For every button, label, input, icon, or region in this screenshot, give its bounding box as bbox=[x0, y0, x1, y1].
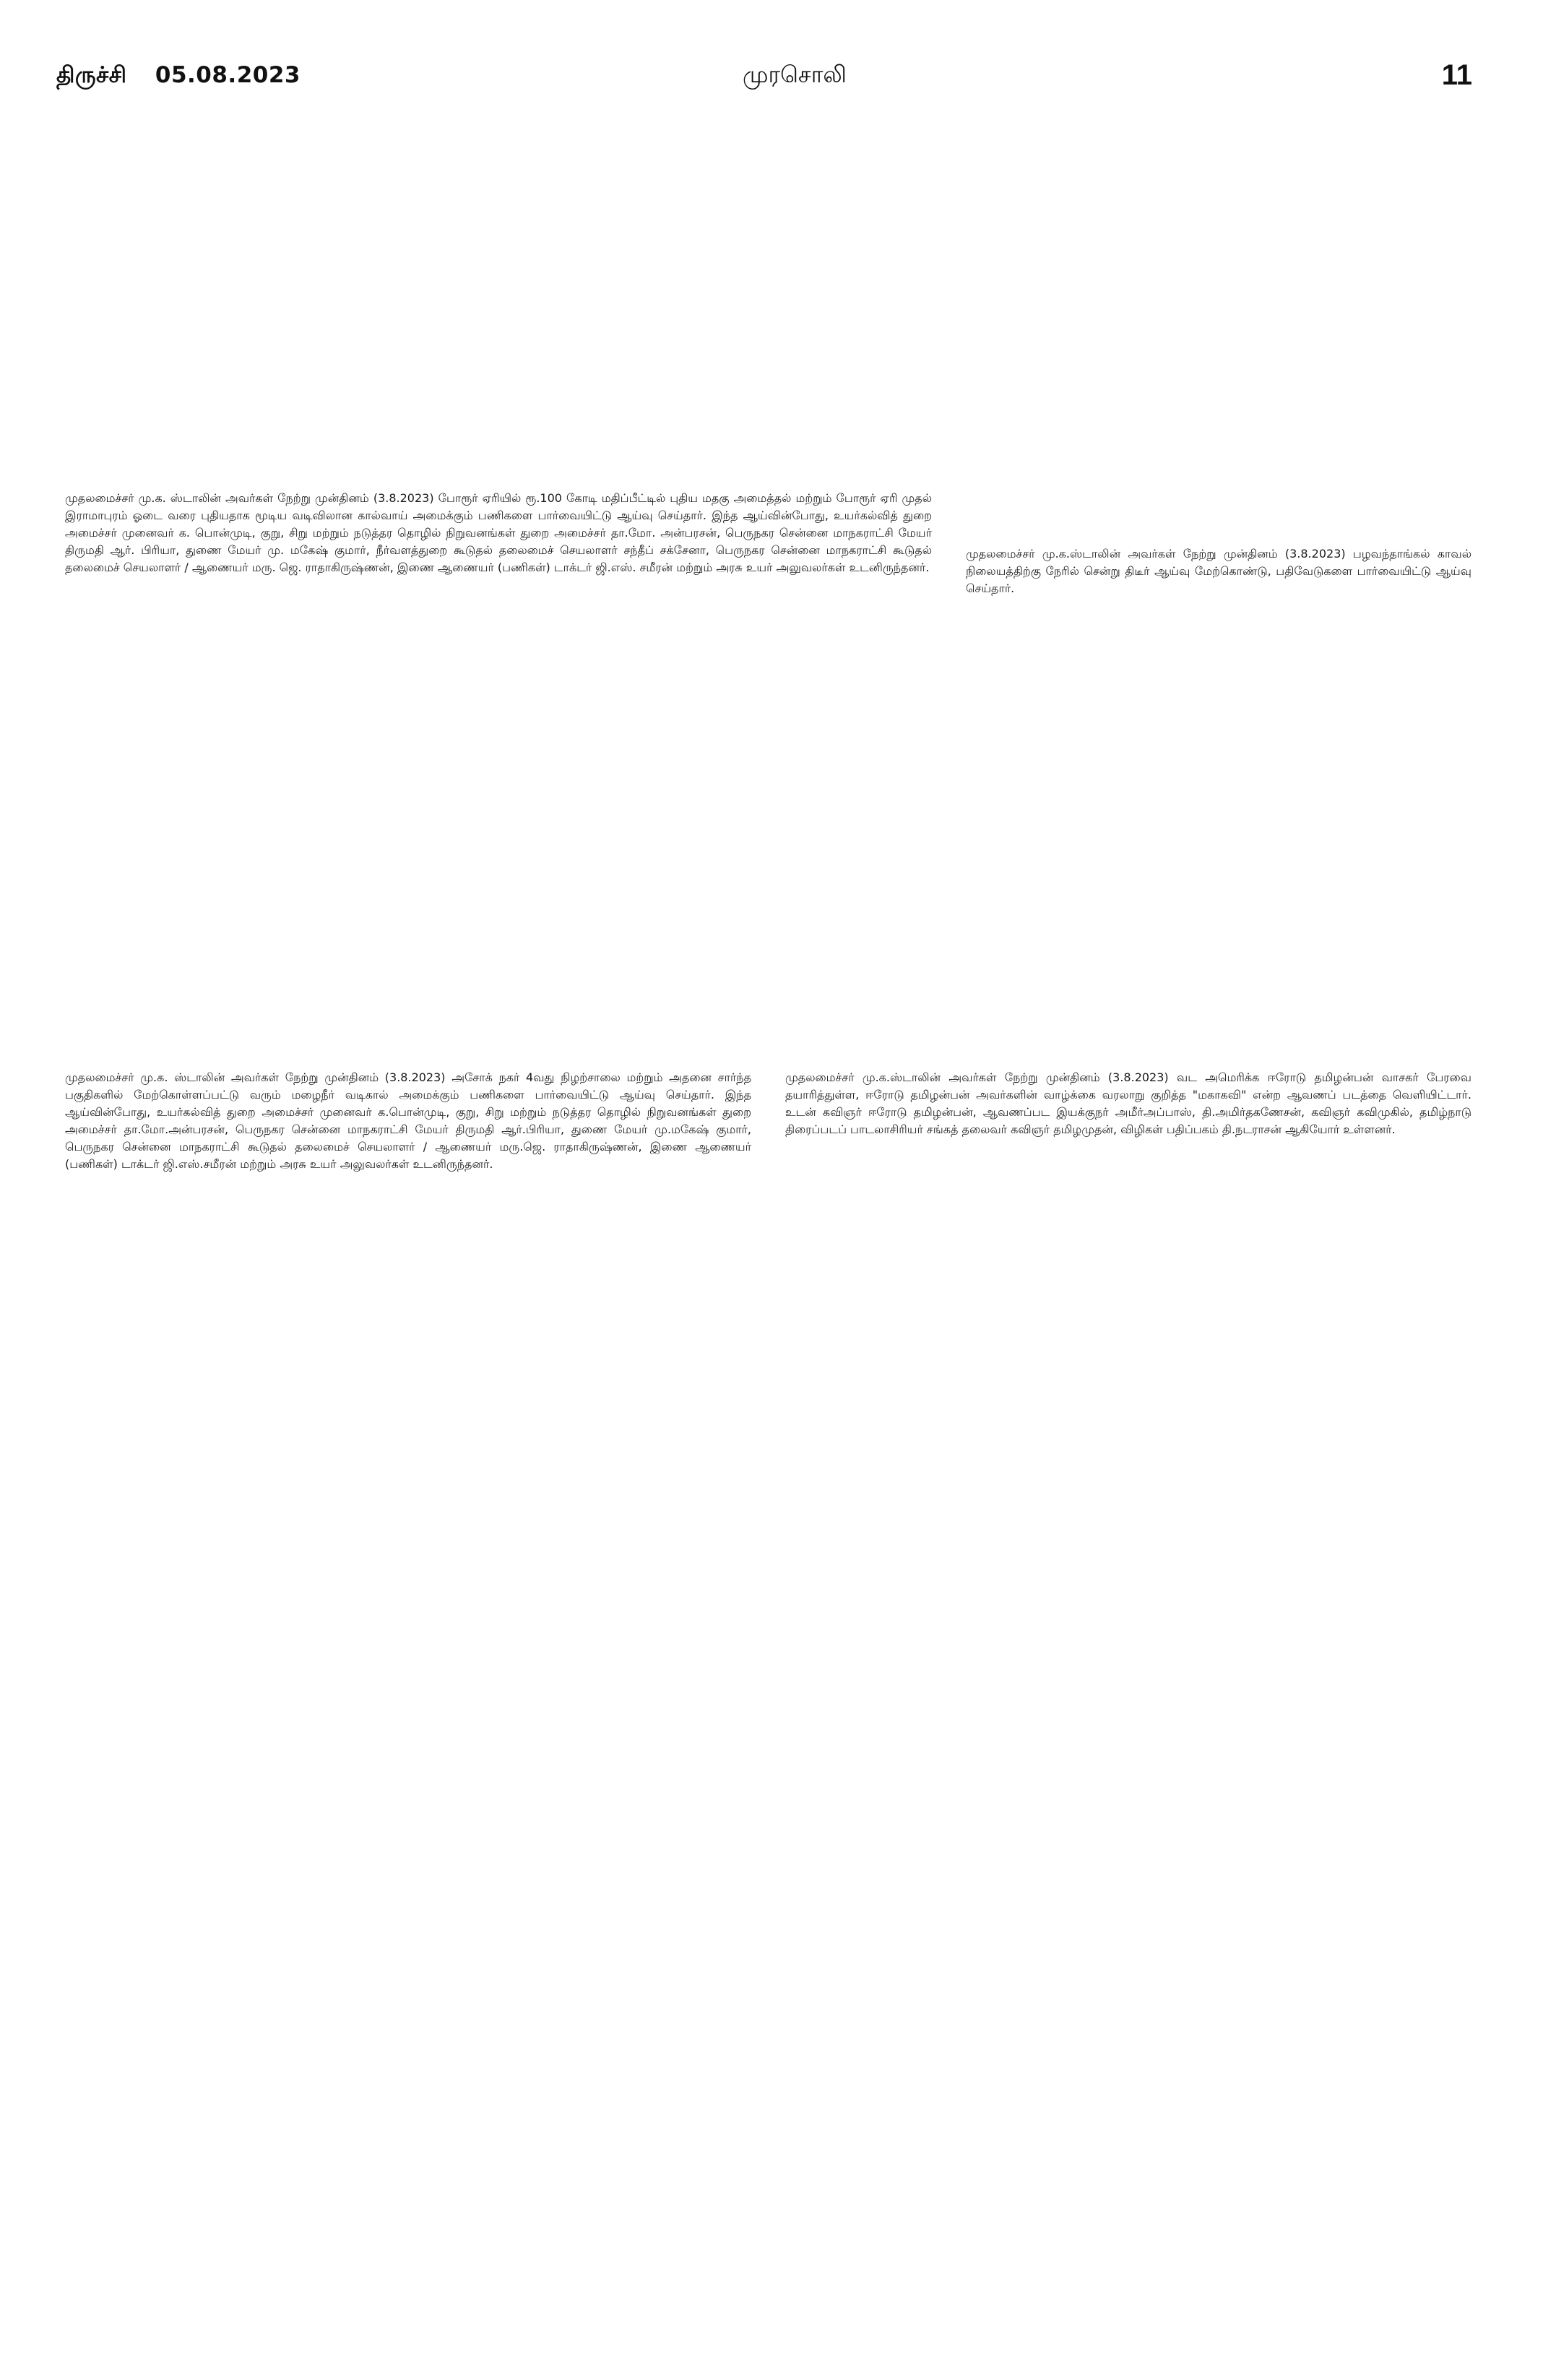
photo-caption-3: முதலமைச்சர் மு.க. ஸ்டாலின் அவர்கள் நேற்று முன்தினம் (3.8.2023) அசோக் நகர் 4வது நிழற்சாலை மற்றும் அதனை சார்ந்த பகுதிகளில் மேற்கொள்ளப்பட்டு வரும் மழைநீர் வடிகால் அமைக்கும் பணிகளை பார்வையிட்டு ஆய்வு செய்தார். இந்த ஆய்வின்போது, உயர்கல்வித் துறை அமைச்சர் முனைவர் க.பொன்முடி, குறு, சிறு மற்றும் நடுத்தர தொழில் நிறுவனங்கள் துறை அமைச்சர் தா.மோ.அன்பரசன், பெருநகர சென்னை மாநகராட்சி மேயர் திருமதி ஆர்.பிரியா, துணை மேயர் மு.மகேஷ் குமார், பெருநகர சென்னை மாநகராட்சி கூடுதல் தலைமைச் செயலாளர் / ஆணையர் மரு.ஜெ. ராதாகிருஷ்ணன், இணை ஆணையர் (பணிகள்) டாக்டர் ஜி.எஸ்.சமீரன் மற்றும் அரசு உயர் அலுவலர்கள் உடனிருந்தனர். bbox=[65, 1070, 752, 1171]
page-number: 11 bbox=[1441, 59, 1472, 91]
photo-caption-4: முதலமைச்சர் மு.க.ஸ்டாலின் அவர்கள் நேற்று முன்தினம் (3.8.2023) வட அமெரிக்க ஈரோடு தமிழன்பன் வாசகர் பேரவை தயாரித்துள்ள, ஈரோடு தமிழன்பன் அவர்களின் வாழ்க்கை வரலாறு குறித்த "மகாகவி" என்ற ஆவணப் படத்தை வெளியிட்டார். உடன் கவிஞர் ஈரோடு தமிழன்பன், ஆவணப்பட இயக்குநர் அமீர்அப்பாஸ், தி.அமிர்தகணேசன், கவிஞர் கவிமுகில், தமிழ்நாடு திரைப்படப் பாடலாசிரியர் சங்கத் தலைவர் கவிஞர் தமிழமுதன், விழிகள் பதிப்பகம் தி.நடராசன் ஆகியோர் உள்ளனர். bbox=[785, 1070, 1471, 1136]
header-city: திருச்சி bbox=[56, 62, 127, 88]
header-date: 05.08.2023 bbox=[155, 62, 301, 88]
header-city-date bbox=[56, 62, 321, 91]
photo-caption-1: முதலமைச்சர் மு.க. ஸ்டாலின் அவர்கள் நேற்று முன்தினம் (3.8.2023) போரூர் ஏரியில் ரூ.100 கோடி மதிப்பீட்டில் புதிய மதகு அமைத்தல் மற்றும் போரூர் ஏரி முதல் இராமாபுரம் ஓடை வரை புதியதாக மூடிய வடிவிலான கால்வாய் அமைக்கும் பணிகளை பார்வையிட்டு ஆய்வு செய்தார். இந்த ஆய்வின்போது, உயர்கல்வித் துறை அமைச்சர் முனைவர் க. பொன்முடி, குறு, சிறு மற்றும் நடுத்தர தொழில் நிறுவனங்கள் துறை அமைச்சர் தா.மோ. அன்பரசன், பெருநகர சென்னை மாநகராட்சி மேயர் திருமதி ஆர். பிரியா, துணை மேயர் மு. மகேஷ் குமார், நீர்வளத்துறை கூடுதல் தலைமைச் செயலாளர் சந்தீப் சக்சேனா, பெருநகர சென்னை மாநகராட்சி கூடுதல் தலைமைச் செயலாளர் / ஆணையர் மரு. ஜெ. ராதாகிருஷ்ணன், இணை ஆணையர் (பணிகள்) டாக்டர் ஜி.எஸ். சமீரன் மற்றும் அரசு உயர் அலுவலர்கள் உடனிருந்தனர். bbox=[65, 491, 932, 574]
newspaper-name: முரசொலி bbox=[743, 61, 847, 88]
photo-caption-2: முதலமைச்சர் மு.க.ஸ்டாலின் அவர்கள் நேற்று முன்தினம் (3.8.2023) பழவந்தாங்கல் காவல் நிலையத்திற்கு நேரில் சென்று திடீர் ஆய்வு மேற்கொண்டு, பதிவேடுகளை பார்வையிட்டு ஆய்வு செய்தார். bbox=[966, 547, 1471, 595]
